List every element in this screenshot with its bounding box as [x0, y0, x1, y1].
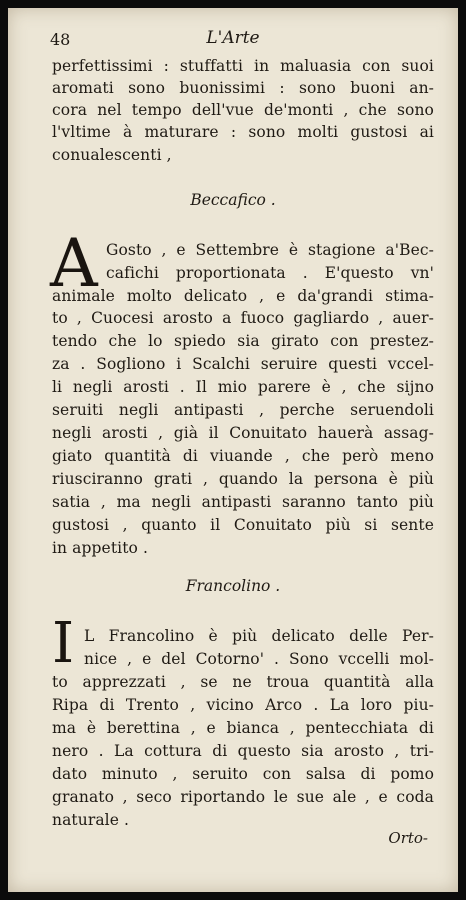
page-number: 48 — [50, 30, 71, 49]
text-line: cafichi proportionata . E'questo vn' — [106, 264, 434, 282]
text-line: gustosi , quanto il Conuitato più si sente — [52, 516, 434, 534]
text-line: Ripa di Trento , vicino Arco . La loro piu- — [52, 696, 434, 714]
text-line: negli arosti , già il Conuitato hauerà assag- — [52, 424, 434, 442]
text-line: giato quantità di viuande , che però meno — [52, 447, 434, 465]
text-line: to apprezzati , se ne troua quantità alla — [52, 673, 434, 691]
catchword: Orto- — [388, 829, 428, 847]
text-line: nice , e del Cotorno' . Sono vccelli mol- — [84, 650, 434, 668]
text-line: satia , ma negli antipasti saranno tanto più — [52, 493, 434, 511]
text-line: tendo che lo spiedo sia girato con prestez- — [52, 332, 434, 350]
text-line: granato , seco riportando le sue ale , e coda — [52, 788, 434, 806]
text-line: ma è berettina , e bianca , pentecchiata di — [52, 719, 434, 737]
text-line: dato minuto , seruito con salsa di pomo — [52, 765, 434, 783]
running-head: L'Arte — [206, 28, 260, 48]
text-line: riusciranno grati , quando la persona è più — [52, 470, 434, 488]
drop-cap: I — [52, 611, 75, 676]
text-line: Gosto , e Settembre è stagione a'Bec- — [106, 241, 434, 259]
text-line: za . Sogliono i Scalchi seruire questi vccel- — [52, 355, 434, 373]
section-heading-beccafico: Beccafico . — [190, 191, 276, 209]
text-line: aromati sono buonissimi : sono buoni an- — [52, 79, 434, 97]
book-page — [8, 8, 458, 892]
text-line: nero . La cottura di questo sia arosto , tri- — [52, 742, 434, 760]
page-content — [8, 8, 458, 892]
drop-cap: A — [50, 225, 98, 302]
text-line: animale molto delicato , e da'grandi stima- — [52, 287, 434, 305]
text-line: cora nel tempo dell'vue de'monti , che sono — [52, 101, 434, 119]
text-line: L Francolino è più delicato delle Per- — [84, 627, 434, 645]
text-line: conualescenti , — [52, 146, 172, 164]
text-line: seruiti negli antipasti , perche seruendoli — [52, 401, 434, 419]
text-line: in appetito . — [52, 539, 149, 557]
text-line: perfettissimi : stuffatti in maluasia con suoi — [52, 57, 434, 75]
text-line: l'vltime à maturare : sono molti gustosi ai — [52, 123, 434, 141]
section-heading-francolino: Francolino . — [185, 577, 281, 595]
text-line: to , Cuocesi arosto a fuoco gagliardo , auer- — [52, 309, 434, 327]
text-line: naturale . — [52, 811, 130, 829]
text-line: li negli arosti . Il mio parere è , che sijno — [52, 378, 434, 396]
